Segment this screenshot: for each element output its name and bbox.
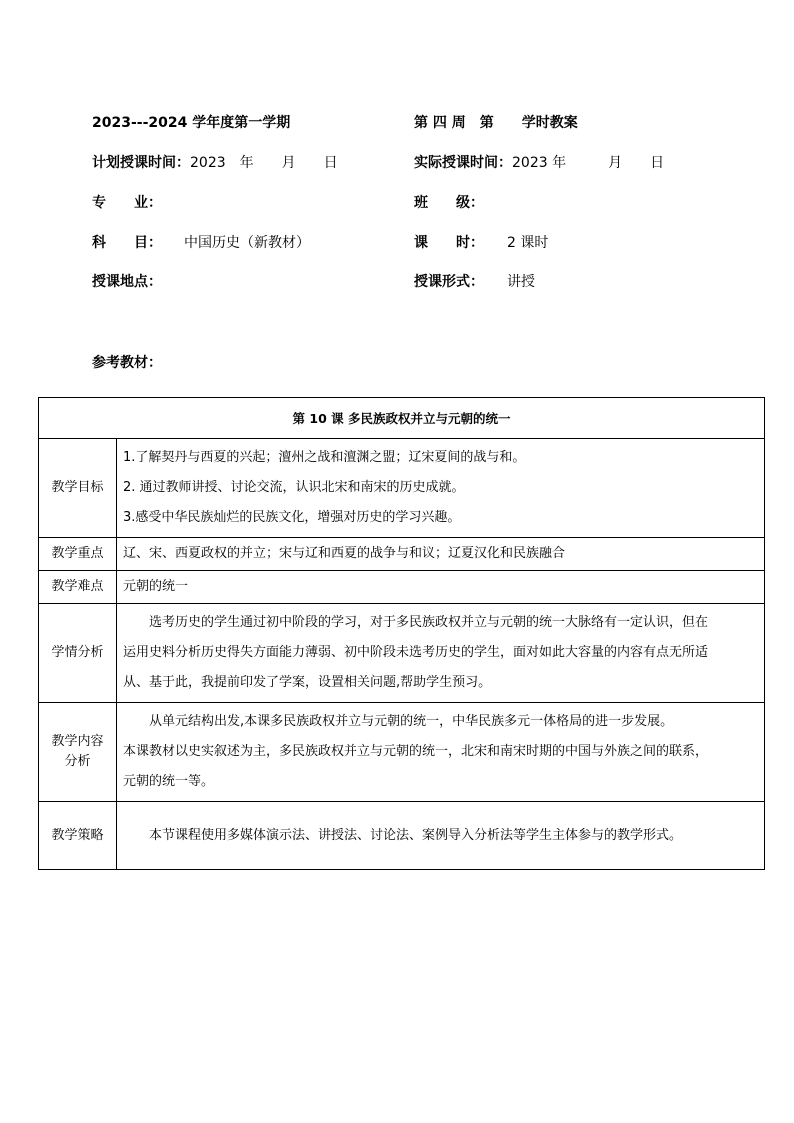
subject-value: 中国历史（新教材） bbox=[184, 235, 310, 251]
location-label: 授课地点： bbox=[92, 274, 162, 290]
content-analysis-label-line1: 教学内容 bbox=[51, 734, 104, 749]
key-point-label: 教学重点 bbox=[39, 538, 117, 571]
goals-label: 教学目标 bbox=[39, 439, 117, 538]
table-title-row bbox=[39, 398, 765, 439]
week-heading: 第 四 周 第 学时教案 bbox=[414, 115, 578, 131]
plan-time-label: 计划授课时间： bbox=[92, 155, 190, 171]
form-label: 授课形式： bbox=[414, 274, 484, 290]
student-analysis-row bbox=[39, 604, 765, 703]
hours-label: 课 时： bbox=[414, 235, 484, 251]
student-analysis-label: 学情分析 bbox=[39, 604, 117, 703]
student-analysis-content bbox=[117, 604, 765, 703]
major-label: 专 业： bbox=[92, 195, 162, 211]
difficulty-label: 教学难点 bbox=[39, 571, 117, 604]
lesson-title: 第 10 课 多民族政权并立与元朝的统一 bbox=[39, 398, 765, 439]
student-analysis-line: 运用史料分析历史得失方面能力薄弱、初中阶段未选考历史的学生，面对如此大容量的内容有点无所适 bbox=[123, 645, 709, 660]
subject-label: 科 目： bbox=[92, 235, 162, 251]
strategy-row bbox=[39, 802, 765, 870]
content-analysis-content bbox=[117, 703, 765, 802]
strategy-label: 教学策略 bbox=[39, 802, 117, 870]
content-analysis-label bbox=[39, 703, 117, 802]
term-heading: 2023---2024 学年度第一学期 bbox=[92, 115, 291, 131]
subject-row bbox=[92, 234, 162, 252]
form-value: 讲授 bbox=[507, 274, 535, 290]
actual-time-row bbox=[414, 154, 664, 172]
content-analysis-row bbox=[39, 703, 765, 802]
class-label: 班 级： bbox=[414, 195, 484, 211]
goal-item: 2. 通过教师讲授、讨论交流，认识北宋和南宋的历史成就。 bbox=[123, 480, 465, 495]
goals-row bbox=[39, 439, 765, 538]
content-analysis-line: 从单元结构出发,本课多民族政权并立与元朝的统一，中华民族多元一体格局的进一步发展。 bbox=[149, 714, 674, 729]
plan-time-row bbox=[92, 154, 338, 172]
goal-item: 1.了解契丹与西夏的兴起；澶州之战和澶渊之盟；辽宋夏间的战与和。 bbox=[123, 450, 526, 465]
hours-value: 2 课时 bbox=[507, 235, 549, 251]
content-analysis-label-line2: 分析 bbox=[64, 754, 91, 769]
strategy-text: 本节课程使用多媒体演示法、讲授法、讨论法、案例导入分析法等学生主体参与的教学形式。 bbox=[149, 827, 683, 843]
hours-row bbox=[414, 234, 484, 252]
key-point-row bbox=[39, 538, 765, 571]
reference-label: 参考教材： bbox=[92, 355, 162, 371]
lesson-plan-table bbox=[38, 397, 765, 870]
difficulty-text: 元朝的统一 bbox=[117, 571, 765, 604]
goals-content bbox=[117, 439, 765, 538]
content-analysis-line: 本课教材以史实叙述为主，多民族政权并立与元朝的统一，北宋和南宋时期的中国与外族之间的联系， bbox=[123, 744, 709, 759]
student-analysis-line: 选考历史的学生通过初中阶段的学习，对于多民族政权并立与元朝的统一大脉络有一定认识，但在 bbox=[149, 615, 709, 630]
student-analysis-line: 从、基于此，我提前印发了学案，设置相关问题,帮助学生预习。 bbox=[123, 675, 492, 690]
strategy-content bbox=[117, 802, 765, 870]
goal-item: 3.感受中华民族灿烂的民族文化，增强对历史的学习兴趣。 bbox=[123, 510, 461, 525]
actual-time-label: 实际授课时间： bbox=[414, 155, 512, 171]
content-analysis-line: 元朝的统一等。 bbox=[123, 774, 215, 789]
key-point-text: 辽、宋、西夏政权的并立；宋与辽和西夏的战争与和议；辽夏汉化和民族融合 bbox=[117, 538, 765, 571]
actual-time-value: 2023 年 月 日 bbox=[512, 155, 665, 171]
plan-time-value: 2023 年 月 日 bbox=[190, 155, 338, 171]
difficulty-row bbox=[39, 571, 765, 604]
